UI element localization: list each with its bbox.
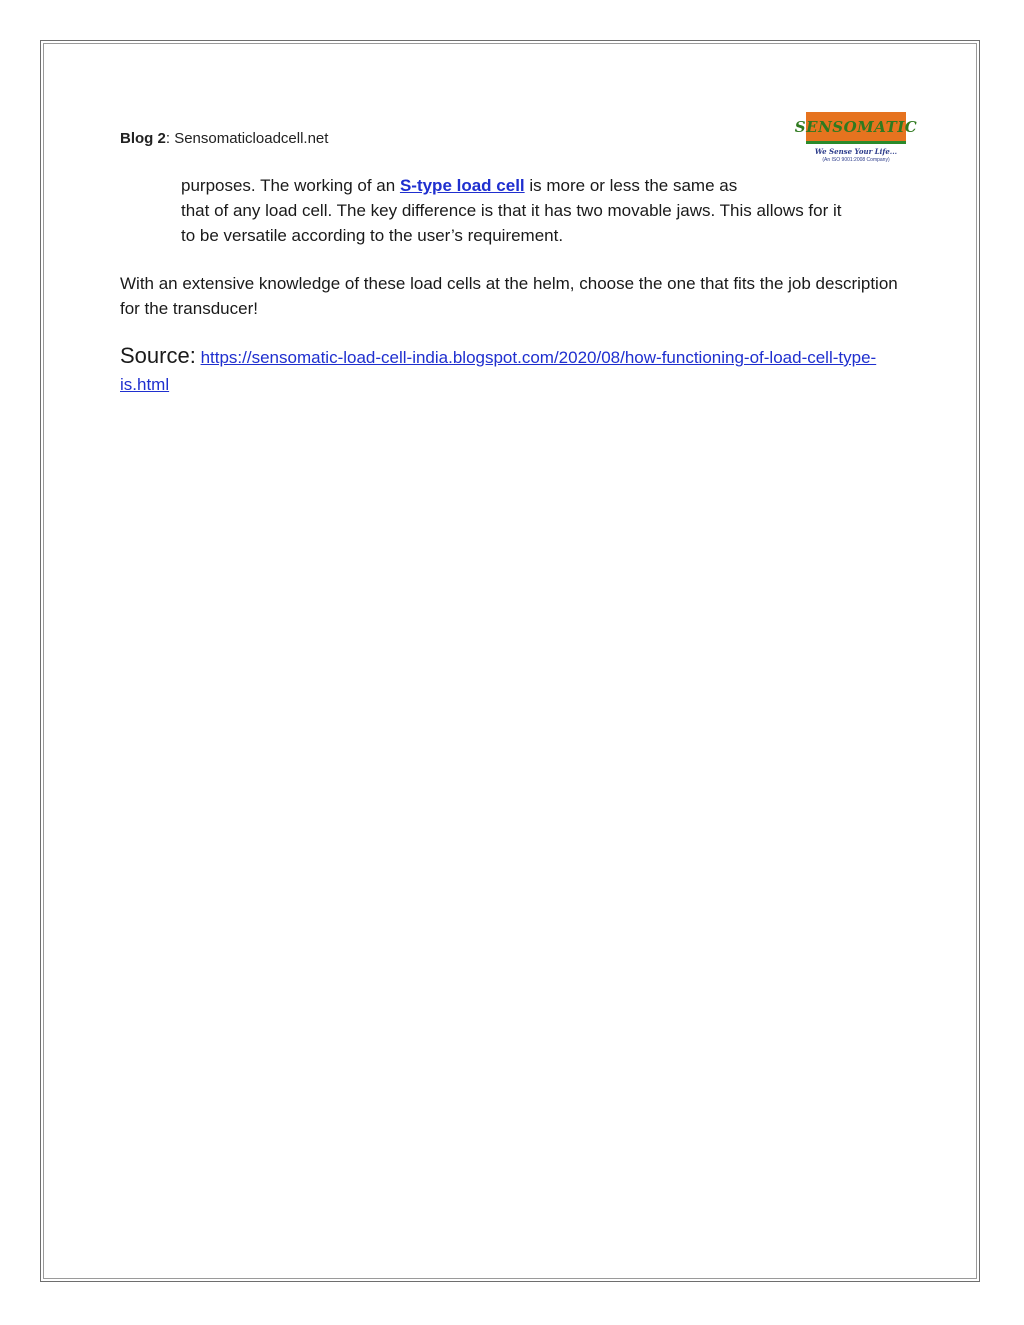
logo-brand: SENSOMATIC xyxy=(794,117,918,136)
document-header xyxy=(120,130,328,147)
body-paragraph-1 xyxy=(181,173,921,248)
s-type-load-cell-link[interactable]: S-type load cell xyxy=(399,176,525,195)
source-block xyxy=(120,342,910,398)
logo-iso: (An ISO 9001:2008 Company) xyxy=(822,157,890,163)
paragraph-1-line-2: that of any load cell. The key difference is that it has two movable jaws. This allows for it xyxy=(181,201,842,220)
source-link[interactable]: https://sensomatic-load-cell-india.blogspot.com/2020/08/how-functioning-of-load-cell-type-is.html xyxy=(120,348,877,394)
logo-tagline: We Sense Your Life... xyxy=(814,147,898,156)
logo-banner xyxy=(794,112,918,144)
text-before-link: purposes. The working of an xyxy=(181,176,400,195)
blog-label: Blog 2 xyxy=(120,130,166,147)
text-after-link: is more or less the same as xyxy=(524,176,738,195)
header-site: Sensomaticloadcell.net xyxy=(174,130,329,147)
body-paragraph-2: With an extensive knowledge of these load cells at the helm, choose the one that fits the job description for the transducer! xyxy=(120,274,898,318)
header-separator: : xyxy=(165,130,175,147)
sensomatic-logo xyxy=(794,112,918,168)
paragraph-1-line-1 xyxy=(181,173,921,198)
paragraph-1-line-3: to be versatile according to the user’s requirement. xyxy=(181,226,564,245)
source-label: Source: xyxy=(120,343,196,368)
